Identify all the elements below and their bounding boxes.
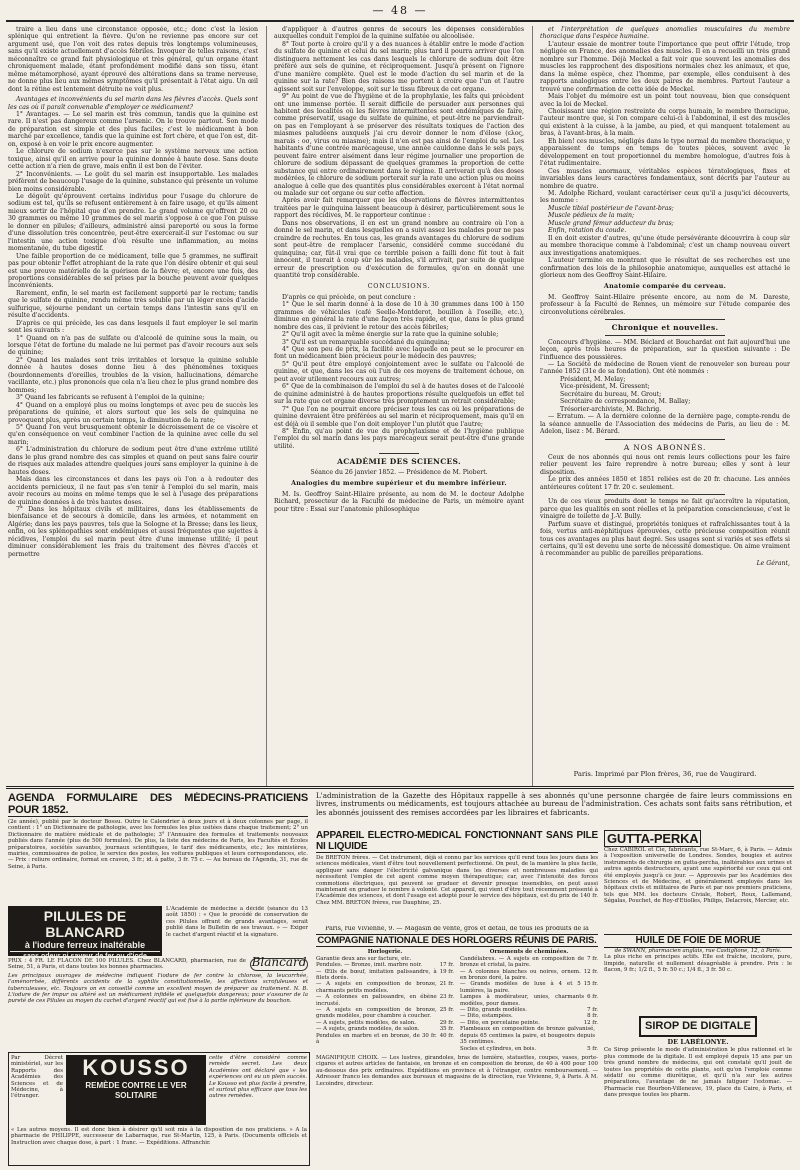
price-item-label: — Dito, en porcelaine peinte. (460, 1019, 540, 1026)
paragraph: 9° Au point de vue de l'hygiène et de la prophylaxie, les faits qui précèdent ont une immense portée. Il serait difficile de persuader aux personnes qui habitent des localités où les fièvres intermittentes sont endémiques de faire, comme préservatif, usage du sulfate de quinine, et peut-être ne parviendrait-on pas en l'employant à se préserver des résultats toxiques de l'action des miasmes paludéens auxquels j'ai cru devoir donner le nom d'élose (ελος, marais : oσ, virus ou miasme); mais il n'en est pas ainsi de l'emploi du sel. Les habitants d'une contrée marécageuse, une année cauldonne dans le sels pays, peuvent faire entrer aisément dans leur régime journalier une proportion de chlorure de sodium dépassant de quelques grammes la proportion de cette substance qui entre ordinairement dans le régime. Il arriverait qu'à des doses modérées, le chlorure de sodium porterait sur la rate une action plus ou moins analogue à celle que des quantités plus considérables exercent à l'état normal ou malade sur cet organe ou sur cette affection. (274, 93, 524, 197)
muscle-item: Enfin, rotation du coude. (548, 227, 627, 235)
bureau-item: Vice-président, M. Gressent; (560, 383, 650, 391)
paragraph: L'auteur essaie de montrer toute l'importance que peut offrir l'étude, trop négligée en France, des anomalies des muscles. Il en a recueilli un très grand nombre sur l'homme. Déjà Meckel a fait voir que souvent les anomalies des muscles les rapprochent des dispositions normales chez les animaux, et que, dans la même espèce, chez l'homme, par exemple, elles conduisent à des rapports analogiques entre les deux paires de membres. Partout l'auteur a trouvé une confirmation de cette idée de Meckel. (540, 40, 790, 93)
agenda-text: (2e année), publié par le docteur Bossu. Outre le Calendrier à deux jours et à deux colonnes par page, il contient : 1° un Dictionnaire de pathologie, avec les formules les plus usitées dans chaque traitement; 2° un Dictionnaire de matière médicale et de pathologie; 3° l'Annuaire des formules et traitements nouveaux publiés dans l'année (plus de 500 formules). De plus, la liste des médecins de Paris, les Facultés et Écoles préparatoires, sociétés savantes, journaux scientifiques, le tarif des médicaments, etc.; les ministères, mairies, commissaires de police, le service des postes, les voitures publiques et leurs correspondances, etc. — Prix : reliure ordinaire, format en cravon, 3 fr.; id. à patte, 3 fr. 75 c. — Au bureau de l'Agenda, 31, rue de Seine, à Paris. (8, 819, 308, 870)
paragraph: 7° Que l'on ne pourrait encore préciser tous les cas où les préparations de quinine devraient être préférées au sel marin et réciproquement, mais qu'il en est déjà où il semble que l'on doit employer l'un plutôt que l'autre; (274, 405, 524, 428)
price-row (460, 956, 598, 969)
price-row (316, 969, 454, 982)
paragraph: 6° Que de la combinaison de l'emploi du sel à de hautes doses et de l'alcoolé de quinine administré à de hautes proportions résulte quelquefois un effet tel sur la rate que cet organe diverse très promptement un retrait considérable; (274, 383, 524, 406)
paragraph: M. Geoffroy Saint-Hilaire présente encore, au nom de M. Dareste, professeur à la Faculté de Rennes, un mémoire sur l'étude comparée des circonvolutions cérébrales. (540, 293, 790, 316)
paragraph: 8° Enfin, qu'au point de vue du prophylaxisme et de l'hygiène publique l'emploi du sel marin dans les pays marécageux serait peut-être d'une grande utilité. (274, 428, 524, 450)
price-item-price: 35 fr. (439, 1026, 454, 1033)
price-item-price: 8 fr. (587, 1013, 598, 1020)
divider (605, 439, 725, 440)
paragraph: — Erratum. — A la dernière colonne de la dernière page, compte-rendu de la séance annuelle de l'Association des médecins de Paris, au lieu de : M. Adelon, lisez : M. Bérard. (540, 413, 790, 436)
price-item-label: — A sujets, grands modèles, de salon. (316, 1026, 420, 1033)
paragraph: Ces muscles anormaux, véritables espèces tératologiques, fixes et invariables dans leurs caractères fondamentaux, sont décrits par l'auteur au nombre de quatre. (540, 167, 790, 190)
divider (379, 453, 419, 454)
appareil-text: De BRETON frères. — Cet instrument, déjà si connu par les services qu'il rend tous les jours dans les sciences médicales, vient d'être tout nouvellement perfectionné. On peut, de la manière la plus facile, appliquer sans danger l'électricité galvanique dans les diverses et nombreuses maladies qui nécessitent l'emploi de cet agent comme moyen thérapeutique; car, avec l'intensité des forces commotions électriques, qui peuvent se graduer et devenir presque insensibles, on peut aussi maintenant en graduer le nombre à volonté. Cet appareil, qui vient d'être tout récemment présenté à l'Académie des sciences, et dont l'usage est adopté pour le service des hôpitaux, est du prix de 140 fr. Chez MM. BRETON frères, rue Dauphine, 25. (316, 855, 598, 906)
sirop-banner (639, 1016, 757, 1037)
paragraph: D'après ce qui précède, on peut conclure : (282, 293, 416, 301)
sirop-advertisement (604, 1016, 792, 1164)
blancard-price: PRIX : 4 FR. LE FLACON DE 100 PILULES. Chez BLANCARD, pharmacien, rue de Seine, 51, à Paris, et dans toutes les bonnes pharmacies. (8, 958, 246, 971)
price-item-price: 12 fr. (583, 1019, 598, 1026)
gazette-notice: L'administration de la Gazette des Hôpitaux rappelle à ses abonnés qu'une personne chargée de faire leurs commissions en livres, instruments ou médicaments, est toujours attachée au bureau de l'administration. Ces achats sont faits sans rétribution, et les abonnés jouissent des remises accordées par les libraires et fabricants. (316, 792, 792, 817)
price-item-label: — Dito, grands modèles. (460, 1007, 528, 1014)
article-column-3 (540, 26, 790, 784)
paragraph: 6° L'administration du chlorure de sodium peut être d'une extrême utilité dans le plus grand nombre des cas simples et quand on peut sans faire courir de risques aux malades attendre quelques jours sans employer la quinine à de hautes doses. (8, 446, 258, 476)
paragraph: 5° Qu'il peut être employé conjointement avec le sulfate ou l'alcoolé de quinine, et que, dans les cas où l'un de ces moyens de traitement échoue, on peut avoir utilement recours aux autres; (274, 360, 524, 383)
price-item-price (595, 1026, 598, 1045)
price-row (316, 1007, 454, 1020)
agenda-advertisement (8, 792, 308, 902)
gutta-text: Chez CABIROL et Cie, fabricants, rue St-Marc, 6, à Paris. — Admis à l'exposition universelle de Londres. Sondes, bougies et autres instruments de chirurgie en gutta-percha, inaltérables aux urines et autres agents destructeurs, ayant une supériorité sur ceux qui ont été employés jusqu'à ce jour. — Approuvés par les Académies des Sciences et de Médecine, et généralement employés dans les hôpitaux civils et militaires de Paris et par nos premiers praticiens, tels que MM. les docteurs Civiale, Robert, Roux, Lallemand, Ségalas, Pouchet, de Roy-d'Etiolles, Philips, Delacroix, Mercier, etc. (604, 847, 792, 905)
sirop-subtitle: DE LABÉLONYE. (667, 1038, 729, 1046)
price-item-label: Lampes à modérateur, unies, charmants modèles, pour dames. (460, 994, 585, 1007)
gutta-advertisement (604, 830, 792, 930)
paragraph: 5° Quand l'on veut brusquement obtenir le décroissement de ce viscère et qu'en conséquence on veut combiner l'action de la quinine avec celle du sel marin; (8, 424, 258, 446)
price-item-label: — A colonnes en palissandre, en ébène incrusté. (316, 994, 437, 1007)
price-item-price: 17 fr. (439, 962, 454, 969)
article-column-2 (274, 26, 524, 784)
section-heading-conclusions: CONCLUSIONS. (367, 283, 431, 291)
horlogers-advertisement (316, 926, 598, 1164)
paragraph: 3° Qu'il est un remarquable succédané du quinquina; (282, 338, 450, 346)
paragraph: Il en doit exister d'autres, qu'une étude persévérante découvrira à coup sûr au membre thoracique comme à l'abdominal; c'est un champ nouveau ouvert aux investigations anatomiques. (540, 234, 790, 257)
price-row (460, 1026, 598, 1045)
paragraph: Le chlorure de sodium n'exerce pas sur le système nerveux une action toxique, ainsi qu'il en arrive pour la quinine donnée à haute dose. Sans doute cette action n'a rien de grave, mais enfin il est bon de l'éviter. (8, 148, 258, 171)
paragraph: 1° Avantages. — Le sel marin est très commun, tandis que la quinine est rare. Il n'est pas dangereux comme l'arsenic. On le trouve partout. Son mode de préparation est simple et des plus faciles; c'est le médicament à bon marché par excellence, tandis que la quinine est fort chère, et que l'on est, dit-on, exposé à en voir le prix encore augmenter. (8, 110, 258, 148)
price-item-price: 40 fr. (439, 1032, 454, 1039)
gutta-title: GUTTA-PERKA (604, 830, 701, 847)
ornements-heading: Ornements de cheminées. (489, 949, 569, 956)
divider (605, 319, 725, 320)
price-item-price: 7 fr. (587, 955, 598, 962)
price-row (460, 981, 598, 994)
paragraph: Ceux de nos abonnés qui nous ont remis leurs collections pour les faire relier peuvent les faire reprendre à notre bureau; elles y sont à leur disposition. (540, 454, 790, 476)
article-column-1 (8, 26, 258, 784)
horlogers-intro: Paris, rue Vivienne, 9. — Magasin de vente, gros et détail, de tous les produits de la (325, 926, 589, 932)
page-number: — 48 — (372, 4, 428, 17)
kousso-note: cette d'être considéré comme remède secret. Les deux Académies ont déclaré que « les expériences ont eu un plein succès. Le Kousso est plus facile à prendre, et surtout plus efficace que tous les autres remèdes. (209, 1055, 307, 1100)
paragraph: D'après ce qui précède, les cas dans lesquels il faut employer le sel marin sont les suivants : (8, 319, 258, 335)
price-item-price: 5 fr. (587, 1045, 598, 1052)
price-item-price: 23 fr. (439, 994, 454, 1001)
kousso-advertisement (8, 1052, 310, 1166)
huile-subtitle: de SWANN, pharmacien anglais, rue Castiglione, 12, à Paris. (614, 948, 782, 954)
price-item-price: 25 fr. (439, 1007, 454, 1014)
price-item-price: 15 fr. (583, 981, 598, 988)
paragraph: Le prix des années 1850 et 1851 reliées est de 20 fr. chacune. Les années antérieures coûtent 17 fr. 20 c. seulement. (540, 476, 790, 491)
blancard-banner (8, 906, 162, 960)
kousso-subtitle: REMÈDE CONTRE LE VER SOLITAIRE (85, 1081, 187, 1100)
huile-advertisement (604, 934, 792, 1012)
divider (605, 494, 725, 495)
paragraph: 1° Quand on n'a pas de sulfate ou d'alcoolé de quinine sous la main, ou lorsque l'état de fortune du malade ne lui permet pas d'avoir recours aux sels de quinine; (8, 334, 258, 357)
paragraph: 4° Que son peu de prix, la facilité avec laquelle on peut se le procurer en font un médicament bien précieux pour le médecin des pauvres; (274, 346, 524, 361)
paragraph: traire a lieu dans une circonstance opposée, etc.; donc c'est la lésion splénique qui entretient la fièvre. Qu'on ne revienne pas encore sur cet argument usé, que l'on voit des rates depuis très longtemps volumineuses, sans qu'il existe actuellement d'accès fébriles. Invoquer de telles raisons, c'est méconnaître ce grand fait physiologique et très général, qu'un organe étant chroniquement malade, étant profondément modifié dans son tissu, étant même métamorphosé, ayant éprouvé des altérations dans sa trame nerveuse, ne donne plus lieu aux mêmes symptômes qu'il présentait à l'état aigu. Un œil dont la rétine est lentement détruite ne voit plus. (8, 26, 258, 93)
paragraph: M. Is. Geoffroy Saint-Hilaire présente, au nom de M. le docteur Adolphe Richard, prosecteur de la Faculté de médecine de Paris, un mémoire ayant pour titre : Essai sur l'anatomie philosophique (274, 490, 524, 513)
appareil-title: APPAREIL ÉLECTRO-MÉDICAL FONCTIONNANT SANS PILE NI LIQUIDE (316, 830, 598, 852)
paragraph: 2° Inconvénients. — Le goût du sel marin est insupportable. Les malades préfèrent de beaucoup l'usage de la quinine, substance qui présente un volume bien moins considérable. (8, 170, 258, 193)
price-row (316, 994, 454, 1007)
paragraph: 2° Qu'il agit avec la même énergie sur la rate que la quinine soluble; (282, 331, 499, 339)
sirop-text: Ce Sirop présente le mode d'administration le plus rationnel et le plus commode de la digitale. Il est employé depuis 15 ans par un très grand nombre de médecins, qui ont constaté qu'il jouit de toutes les propriétés de cette plante, soit qu'on l'emploie comme sédatif ou comme diurétique, et qu'il n'a sur les autres préparations, l'avantage de ne jamais fatiguer l'estomac. — Pharmacie rue Bourbon-Villeneuve, 19, place du Caire, à Paris, et dans presque toutes les pharm. (604, 1047, 792, 1099)
price-row (316, 981, 454, 994)
price-item-price: 21 fr. (439, 981, 454, 988)
horlogers-title: COMPAGNIE NATIONALE DES HORLOGERS RÉUNIS DE PARIS. (317, 935, 597, 947)
blancard-subtitle: à l'iodure ferreux inaltérable (24, 940, 146, 950)
paragraph: 3° Quand les fabricants se refusent à l'emploi de la quinine; (16, 394, 205, 402)
muscle-item: Muscle tibial postérieur de l'avant-bras; (548, 204, 674, 212)
paragraph: Une faible proportion de ce médicament, telle que 5 grammes, ne suffirait pas pour obtenir l'effet atrophiant de la rate que l'on désire obtenir et qui seul est une preuve matérielle de la guérison de la fièvre; et, encore une fois, des proportions considérables de sel prises par la bouche peuvent avoir quelques inconvénients. (8, 252, 258, 290)
section-heading-academy: ACADÉMIE DES SCIENCES. (337, 457, 461, 467)
blancard-advertisement (8, 906, 308, 1048)
price-item-price: 12 fr. (583, 968, 598, 975)
blancard-note: L'Académie de médecine a décidé (séance du 13 août 1850) : « Que le procédé de conservation de ces Pilules offrant de grands avantages, serait publié dans le Bulletin de ses travaux. » — Exiger le cachet d'argent réactif et la signature. (166, 906, 308, 938)
paragraph: Dans nos observations, il en est un grand nombre au contraire où l'on a donné le sel marin, et dans lesquelles on a suivi assez les malades pour ne pas craindre de rechutes. En tous cas, les grands avantages du chlorure de sodium sont peut-être de remplacer l'arsenic, considéré comme succédané du quinquina; car, fût-il vrai que ce terrible poison a failli donc fût tout à fait innocent, il tuerait à coup sûr les malades, s'il arrivait, par suite de quelque erreur de prescription ou d'exécution de formules, qu'on en donnât une quantité trop considérable. (274, 219, 524, 279)
huile-text: La plus riche en principes actifs. Elle est fraîche, incolore, pure, limpide, naturelle et nullement désagréable à prendre. Prix : le flacon, 9 fr.; 1/2 fl., 5 fr. 50 c.; 1/4 fl., 3 fr. 50 c. (604, 954, 792, 974)
column-divider (266, 26, 267, 786)
price-item-label: — A sujets en composition de bronze, grands modèles, pour chambre à coucher. (316, 1007, 437, 1020)
paragraph: d'appliquer à d'autres genres de secours les dépenses considérables auxquelles conduit l'emploi de la quinine sulfatée ou alcoolisée. (274, 26, 524, 41)
paragraph: Concours d'hygiène. — MM. Béclard et Bouchardat ont fait aujourd'hui une leçon, après trois heures de préparation, sur la question suivante : De l'influence des poussières. (540, 338, 790, 361)
huile-title: HUILE DE FOIE DE MORUE (604, 934, 792, 948)
paragraph: — La Société de médecine de Rouen vient de renouveler son bureau pour l'année 1852 (31e de sa fondation). Ont été nommés : (540, 361, 790, 376)
bureau-item: Secrétaire du bureau, M. Grout; (560, 390, 662, 398)
price-item-label: — Dito, estampées. (460, 1013, 513, 1020)
top-rule (6, 20, 794, 22)
price-item-label: Flambeaux en composition de bronze galvanisé, depuis 65 centimes la paire, et bougeoirs depuis 35 centimes. (460, 1026, 595, 1046)
paragraph: Eh bien! ces muscles, négligés dans le type normal du membre thoracique, y apparaissent de temps en temps de toutes pièces, souvent avec le développement en tout proportionnel du membre homologue, d'autres fois à l'état rudimentaire. (540, 137, 790, 168)
price-item-label: — A sujets en composition de bronze, charmants petits modèles. (316, 981, 437, 994)
bureau-item: Trésorier-archiviste, M. Bichrig. (560, 405, 662, 413)
paragraph: L'auteur termine en montrant que le résultat de ses recherches est une confirmation des lois de la philosophie anatomique, auxquelles est attaché le glorieux nom des Geoffroy Saint-Hilaire. (540, 257, 790, 279)
bureau-item: Secrétaire de correspondance, M. Ballay; (560, 398, 691, 406)
kousso-bottom: « Les autres moyens. Il est donc bien à désirer qu'il soit mis à la disposition de nos praticiens. » A la pharmacie de PHILIPPE, successeur de Labarraque, rue St-Martin, 125, à Paris. (Documents officiels et Instruction avec chaque dose, à part : 1 franc. — Expéditions. Affranchir. (11, 1127, 307, 1146)
price-item-price: 29 fr. (439, 1019, 454, 1026)
price-item-label: Candélabres. — A sujets en composition de bronze et cristal, la paire. (460, 955, 585, 969)
blancard-title: PILULES DE BLANCARD (43, 908, 127, 940)
kousso-title: KOUSSO (82, 1055, 190, 1080)
price-item-price: 7 fr. (587, 1007, 598, 1014)
price-item-price: 19 fr. (439, 968, 454, 975)
paragraph: 1° Que le sel marin donné à la dose de 10 à 30 grammes dans 100 à 150 grammes de véhicules (café Seelle-Montderot, bouillon à l'oseille, etc.), diminue en général la rate d'une façon très rapide, et que, dans le plus grand nombre des cas, il prévient le retour des accès fébriles; (274, 301, 524, 331)
ornements-list (460, 949, 598, 1052)
paragraph: Choisissant une région restreinte du corps humain, le membre thoracique, l'auteur montre que, si l'on compare celui-ci à l'abdominal, il est des muscles qui existent à la cuisse, à la jambe, au pied, et qui manquent totalement au bras, à l'avant-bras, à la main. (540, 107, 790, 138)
paragraph: Mais l'objet du mémoire est un point tout nouveau, bien que conséquent avec la loi de Meckel. (540, 93, 790, 108)
bureau-item: Président, M. Melay; (560, 375, 626, 383)
sirop-title: SIROP DE DIGITALE (645, 1020, 751, 1032)
section-question: Avantages et inconvénients du sel marin dans les fièvres d'accès. Quels sont les cas où il paraît convenable d'employer ce médicament? (8, 96, 258, 111)
horlogerie-heading: Horlogerie. (367, 949, 403, 956)
price-item-label: — Grands modèles de luxe à 4 et 5 lumières, la paire. (460, 981, 581, 994)
session-line: Séance du 26 janvier 1852. — Présidence de M. Piobert. (310, 468, 488, 476)
paragraph: Après avoir fait remarquer que les observations de fièvres intermittentes traitées par le quinquina laissent beaucoup à désirer, particulièrement sous le rapport des récidives, M. le rapporteur continue : (274, 197, 524, 220)
paragraph: Un de ces vieux produits dont le temps ne fait qu'accroître la réputation, parce que les qualités en sont réelles et la préparation consciencieuse, c'est le vinaigre de toilette de J.-V. Bully. (540, 498, 790, 521)
section-heading-abonnes: A NOS ABONNÉS. (623, 442, 707, 452)
price-item-label: — A colonnes blanches ou noires, ornem. en bronze doré, la paire. (460, 968, 581, 982)
muscle-item: Muscle grand fémur adducteur du bras; (548, 219, 674, 227)
divider (605, 335, 725, 336)
price-item-label: — Œils de bœuf, imitation palissandre, à filets dorés. (316, 968, 437, 982)
horlogers-bottom: MAGNIFIQUE CHOIX. — Les lustres, girandoles, bras de lumière, statuettes, coupes, vases, porte-cigares et autres articles de fantaisie, en bronze et en composition de bronze, de 40 à 400 pour 100 au-dessous des prix ordinaires. Expéditions en province et à l'étranger, contre remboursement. — Adresser franco les demandes aux bureaux et magasins de la direction, rue Vivienne, 9, à Paris. À M. Lecoindre, directeur. (316, 1054, 598, 1087)
price-item-label: Socles et cylindres, en bois. (460, 1045, 537, 1052)
blancard-text: Les principaux ouvrages de médecine indiquent l'iodure de fer contre la chlorose, la leucorrhée, l'aménorrhée, différents accidents de la syphilis constitutionnelle, les affections scrofuleuses et tuberculeuses, etc. Toujours on en conseillé comme un excellent moyen de préparer au traitement. N. B. L'iodure de fer impur ou altéré est un médicament infidèle et quelquefois dangereux; pour s'assurer de la pureté de ces Pilules au moyen du cachet d'argent réactif qui est fixé à la partie inférieure du bouchon. (8, 972, 308, 1005)
kousso-left-text: Par Décret ministériel, sur les Rapports des Académies des Sciences et de Médecine, à l'étranger. (11, 1055, 63, 1100)
paragraph: 7° Dans les hôpitaux civils et militaires, dans les établissements de bienfaisance et de secours à domicile, dans les armées, et notamment en Algérie; dans les pays pauvres, tels que la Sologne et la Bresse; dans les lieux, enfin, où les splénopathies sont endémiques et aussi fréquentes que sujettes à récidives, l'emploi du sel marin peut être d'une immense utilité; il peut diminuer considérablement les frais du traitement des fièvres d'accès et permettre (8, 506, 258, 558)
paragraph: 2° Quand les malades sont très irritables et lorsque la quinine soluble donnée à hautes doses donne lieu à des phénomènes toxiques (bourdonnements d'oreilles, troubles de la vision, hallucinations, démarche vacillante, etc.) plus prononcés que cela n'a lieu chez le plus grand nombre des hommes; (8, 356, 258, 394)
paragraph: 8° Tout porte à croire qu'il y a des nuances à établir entre le mode d'action du sulfate de quinine et celui du sel marin; plus tard il pourra arriver que l'on distinguera nettement les cas dans lesquels le chlorure de sodium doit être préféré aux sels de quinine, et réciproquement. Jusqu'à présent on l'ignore d'une manière complète. Quel est le mode d'action du sel marin et de la quinine sur la rate? Bien des raisons me portent à croire que l'un et l'autre agissent soit sur l'enveloppe, soit sur le tissu fibreux de cet organe. (274, 40, 524, 93)
paragraph: M. Adolphe Richard, voulant caractériser ceux qu'il a jusqu'ici découverts, les nomme : (540, 189, 790, 205)
muscle-item: Muscle pédieux de la main; (548, 212, 635, 220)
paragraph: Rarement, enfin, le sel marin est facilement supporté par le rectum; tandis que le sulfate de quinine, rendu même très soluble par un léger excès d'acide sulfurique, séjourne pendant un certain temps dans l'intestin sans qu'il en résulte d'accidents. (8, 289, 258, 320)
paragraph: 4° Quand on a employé plus ou moins longtemps et avec peu de succès les préparations de quinine, et alors surtout que les sels de quinquina ne provoquent plus, après un certain temps, la diminution de la rate; (8, 401, 258, 424)
subsection-heading: Anatomie comparée du cerveau. (603, 283, 727, 291)
price-item-price: 6 fr. (587, 994, 598, 1001)
horlogerie-list (316, 949, 454, 1052)
appareil-advertisement (316, 830, 598, 922)
blancard-subtitle-2: sans odeur ni saveur de fer ou d'iode (10, 951, 160, 961)
advertisement-rule (6, 786, 794, 789)
price-item-label: Pendules en marbre et en bronze, de 30 fr. à (316, 1032, 437, 1046)
price-item-label: Garantie deux ans sur facture, etc. (316, 955, 412, 962)
paragraph: Parfum suave et distingué, propriétés toniques et rafraîchissantes tout à la fois, vertus anti-méphitiques éprouvées, cette précieuse composition réunit tous ces avantages au plus haut degré. Ses usages sont si variés et ses effets si certains, qu'il est devenu une sorte de nécessité domestique. On aime vraiment à recommander au public de pareilles préparations. (540, 520, 790, 558)
section-heading-chronique: Chronique et nouvelles. (611, 323, 719, 333)
price-item-label: — A sujets, petits modèles, de salon. (316, 1019, 416, 1026)
price-item-label: Pendules. — Bronze, imit. marbre noir. (316, 962, 423, 969)
paragraph: et l'interprétation de quelques anomalies musculaires du membre thoracique dans l'espèce humaine. (540, 26, 790, 41)
subsection-heading: Analogies du membre supérieur et du membre inférieur. (291, 480, 507, 488)
paragraph: Mais dans les circonstances et dans les pays où l'on a à redouter des accidents pernicieux, il ne faut pas s'en tenir à l'emploi du sel marin, mais avoir recours au moins en même temps que le sel à l'usage des préparations de quinine données à de très hautes doses. (8, 476, 258, 506)
price-row (460, 994, 598, 1007)
blancard-signature: Blancard (251, 955, 307, 969)
price-row (460, 969, 598, 982)
agenda-title: AGENDA FORMULAIRE DES MÉDECINS-PRATICIENS POUR 1852. (8, 792, 308, 816)
kousso-banner (66, 1055, 206, 1125)
price-row (316, 1033, 454, 1046)
column-divider (532, 26, 533, 786)
printer-imprint: Paris. Imprimé par Plon frères, 36, rue de Vaugirard. (573, 770, 757, 778)
paragraph: Le dégoût qu'éprouvent certains individus pour l'usage du chlorure de sodium est tel, qu'ils se refusent entièrement à en faire usage, et qu'ils aiment mieux sortir de l'hôpital que d'en prendre. Le grand volume qu'offrent 20 ou 30 grammes ou même 10 grammes de sel marin s'oppose à ce que l'on puisse le donner en pilules; d'ailleurs, administré ainsi pareporté ou sous la forme d'une dissolution très concentrée, peut-être exercerait-il sur l'estomac ou sur l'intestin une action toxique d'où résulte une inflammation, au moins momentanée, du tube digestif. (8, 192, 258, 253)
gerant-signature: Le Gérant, (756, 559, 790, 567)
price-row (460, 1046, 598, 1052)
